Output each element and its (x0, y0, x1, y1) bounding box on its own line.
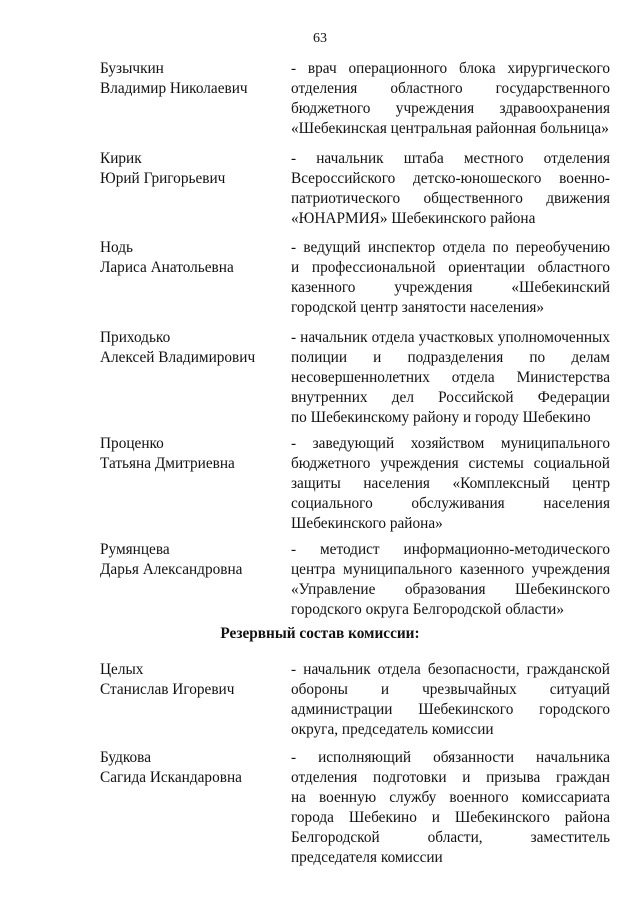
position-line: «Шебекинская центральная районная больница» (291, 120, 609, 137)
position-line: казенного учреждения «Шебекинский (291, 279, 610, 296)
position-line: внутренних дел Российской Федерации (291, 389, 610, 406)
position-line: «ЮНАРМИЯ» Шебекинского района (291, 210, 536, 227)
member-given-name: Станислав Игоревич (100, 681, 235, 698)
position-line: - методист информационно-методического (291, 541, 610, 558)
member-given-name: Сагида Искандаровна (100, 769, 242, 786)
position-line: городского округа Белгородской области» (291, 601, 564, 618)
member-position (291, 434, 610, 534)
member-surname: Проценко (100, 435, 164, 452)
member-position (291, 540, 610, 620)
member-given-name: Татьяна Дмитриевна (100, 455, 235, 472)
position-line: - заведующий хозяйством муниципального (291, 435, 610, 452)
member-position (291, 149, 610, 229)
member-position (291, 59, 610, 139)
position-line: на военную службу военного комиссариата (291, 789, 610, 806)
position-line: «Управление образования Шебекинского (291, 581, 610, 598)
position-line: центра муниципального казенного учреждения (291, 561, 610, 578)
position-line: - врач операционного блока хирургического (291, 60, 610, 77)
position-line: социального обслуживания населения (291, 495, 610, 512)
section-heading: Резервный состав комиссии: (220, 625, 420, 642)
member-surname: Нодь (100, 239, 134, 256)
member-given-name: Юрий Григорьевич (100, 170, 226, 187)
position-line: бюджетного учреждения здравоохранения (291, 100, 610, 117)
member-given-name: Алексей Владимирович (100, 349, 256, 366)
position-line: несовершеннолетних отдела Министерства (291, 369, 610, 386)
member-surname: Бузычкин (100, 60, 164, 77)
position-line: и профессиональной ориентации областного (291, 259, 610, 276)
member-given-name: Владимир Николаевич (100, 80, 248, 97)
member-given-name: Дарья Александровна (100, 561, 243, 578)
member-name (100, 238, 280, 278)
member-position (291, 238, 610, 318)
position-line: обороны и чрезвычайных ситуаций (291, 681, 610, 698)
position-line: - начальник отдела участковых уполномоченных (291, 329, 610, 346)
position-line: отделения областного государственного (291, 80, 610, 97)
position-line: города Шебекино и Шебекинского района (291, 809, 610, 826)
member-position (291, 660, 610, 740)
position-line: патриотического общественного движения (291, 190, 610, 207)
position-line: Шебекинского района» (291, 515, 443, 532)
position-line: администрации Шебекинского городского (291, 701, 610, 718)
position-line: защиты населения «Комплексный центр (291, 475, 610, 492)
position-line: по Шебекинскому району и городу Шебекино (291, 409, 591, 426)
member-surname: Будкова (100, 749, 151, 766)
member-surname: Кирик (100, 150, 142, 167)
member-name (100, 748, 280, 788)
position-line: - начальник штаба местного отделения (291, 150, 610, 167)
position-line: - начальник отдела безопасности, гражданской (291, 661, 610, 678)
member-name (100, 540, 280, 580)
member-name (100, 328, 280, 368)
member-name (100, 434, 280, 474)
position-line: - исполняющий обязанности начальника (291, 749, 610, 766)
member-name (100, 660, 280, 700)
member-given-name: Лариса Анатольевна (100, 259, 234, 276)
member-name (100, 149, 280, 189)
position-line: Белгородской области, заместитель (291, 829, 610, 846)
position-line: полиции и подразделения по делам (291, 349, 610, 366)
position-line: председателя комиссии (291, 849, 443, 866)
position-line: - ведущий инспектор отдела по переобучению (291, 239, 610, 256)
position-line: Всероссийского детско-юношеского военно- (291, 170, 610, 187)
position-line: округа, председатель комиссии (291, 721, 494, 738)
member-position (291, 748, 610, 868)
position-line: отделения подготовки и призыва граждан (291, 769, 610, 786)
member-surname: Приходько (100, 329, 171, 346)
member-position (291, 328, 610, 428)
page-number: 63 (313, 31, 327, 46)
position-line: городской центр занятости населения» (291, 299, 545, 316)
position-line: бюджетного учреждения системы социальной (291, 455, 610, 472)
member-surname: Целых (100, 661, 144, 678)
member-surname: Румянцева (100, 541, 170, 558)
member-name (100, 59, 280, 99)
